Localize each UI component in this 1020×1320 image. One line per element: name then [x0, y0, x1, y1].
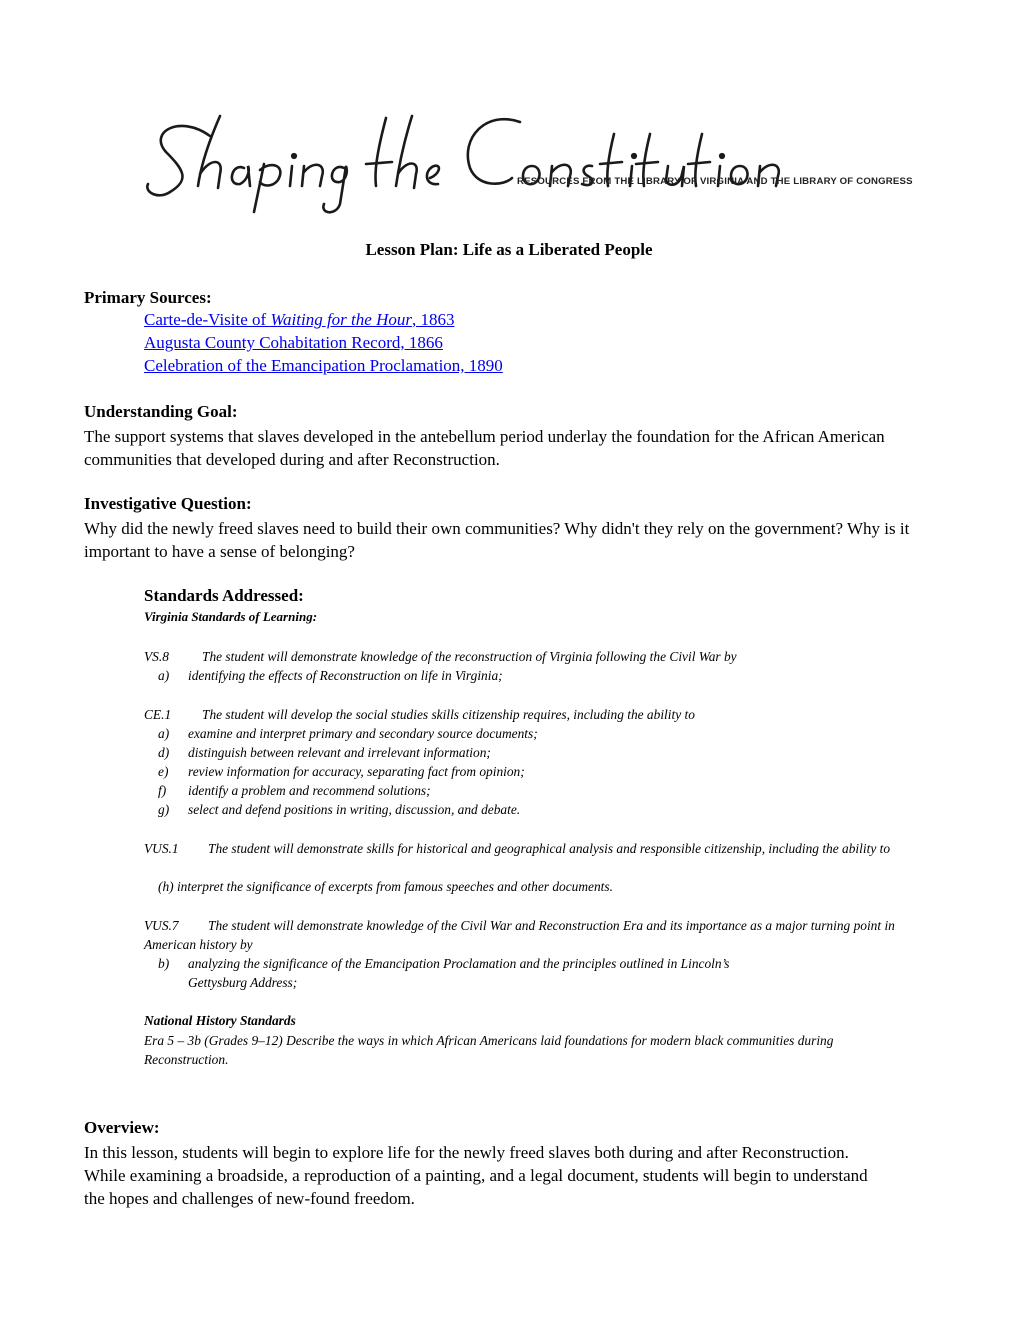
item-letter: a)	[158, 726, 170, 741]
standard-item	[158, 762, 525, 781]
standard-item	[158, 800, 520, 819]
understanding-goal-heading: Understanding Goal:	[84, 402, 238, 421]
item-letter: f)	[158, 783, 167, 798]
item-letter: a)	[158, 668, 170, 683]
standard-vs8	[144, 647, 924, 666]
standard-item: (h) interpret the significance of excerpts from famous speeches and other documents.	[158, 879, 613, 894]
item-letter: g)	[158, 802, 170, 817]
standard-item	[158, 743, 491, 762]
virginia-sol-subheading: Virginia Standards of Learning:	[144, 609, 318, 624]
standards-heading: Standards Addressed:	[144, 586, 304, 605]
logo-tagline: RESOURCES FROM THE LIBRARY OF VIRGINIA AND THE LIBRARY OF CONGRESS	[517, 176, 913, 187]
standard-code: CE.1	[144, 707, 172, 722]
primary-source-link-waiting-for-the-hour[interactable]	[144, 310, 454, 330]
standard-code: VUS.1	[144, 841, 179, 856]
standard-ce1	[144, 705, 924, 724]
item-text: select and defend positions in writing, discussion, and debate.	[188, 802, 521, 817]
primary-source-link-emancipation-celebration[interactable]: Celebration of the Emancipation Proclamation, 1890	[144, 356, 503, 375]
overview-heading: Overview:	[84, 1118, 160, 1137]
standard-text: The student will develop the social studies skills citizenship requires, including the ability to	[202, 707, 695, 722]
standard-item	[158, 781, 431, 800]
investigative-question-text: Why did the newly freed slaves need to build their own communities? Why didn't they rely on the government? Why is it important to have a sense of belonging?	[84, 519, 910, 561]
standard-item	[158, 954, 730, 973]
link-suffix: , 1863	[411, 310, 455, 329]
item-text: review information for accuracy, separating fact from opinion;	[188, 764, 525, 779]
standard-text: The student will demonstrate skills for historical and geographical analysis and responsible citizenship, including the ability to	[208, 841, 891, 856]
item-text: distinguish between relevant and irrelevant information;	[188, 745, 491, 760]
investigative-question-heading: Investigative Question:	[84, 494, 252, 513]
standard-text: The student will demonstrate knowledge of the reconstruction of Virginia following the Civil War by	[202, 649, 737, 664]
understanding-goal-text: The support systems that slaves developed in the antebellum period underlay the foundation for the African American communities that developed during and after Reconstruction.	[84, 427, 885, 469]
page-title: Lesson Plan: Life as a Liberated People	[365, 240, 653, 259]
standard-item	[158, 666, 503, 685]
standard-vus7	[144, 916, 914, 954]
item-letter: d)	[158, 745, 170, 760]
item-text: identify a problem and recommend solutions;	[188, 783, 431, 798]
item-text: analyzing the significance of the Emancipation Proclamation and the principles outlined in Lincoln’s	[188, 956, 730, 971]
link-prefix: Carte-de-Visite of	[144, 310, 271, 329]
primary-source-link-cohabitation-record[interactable]: Augusta County Cohabitation Record, 1866	[144, 333, 443, 352]
standard-item	[158, 724, 538, 743]
overview-text: In this lesson, students will begin to explore life for the newly freed slaves both during and after Reconstruction. While examining a broadside, a reproduction of a painting, and a legal document, students will begin to understand the hopes and challenges of new-found freedom.	[84, 1143, 868, 1208]
national-history-standard-text: Era 5 – 3b (Grades 9–12) Describe the ways in which African Americans laid foundations for modern black communities during Reconstruction.	[144, 1033, 834, 1067]
item-text: identifying the effects of Reconstruction on life in Virginia;	[188, 668, 503, 683]
standard-code: VUS.7	[144, 918, 179, 933]
logo-script-wordmark	[140, 108, 880, 218]
primary-sources-heading: Primary Sources:	[84, 288, 212, 307]
standard-text: The student will demonstrate knowledge of the Civil War and Reconstruction Era and its importance as a major turning point in American history by	[144, 918, 895, 952]
item-letter: b)	[158, 956, 170, 971]
national-history-standards-heading: National History Standards	[144, 1013, 296, 1028]
link-italic-title: Waiting for the Hour	[270, 310, 412, 329]
item-letter: e)	[158, 764, 169, 779]
standard-item-continuation: Gettysburg Address;	[188, 975, 298, 990]
standard-code: VS.8	[144, 649, 169, 664]
shaping-the-constitution-logo	[140, 108, 913, 218]
standard-vus1	[144, 839, 914, 858]
item-text: examine and interpret primary and secondary source documents;	[188, 726, 538, 741]
